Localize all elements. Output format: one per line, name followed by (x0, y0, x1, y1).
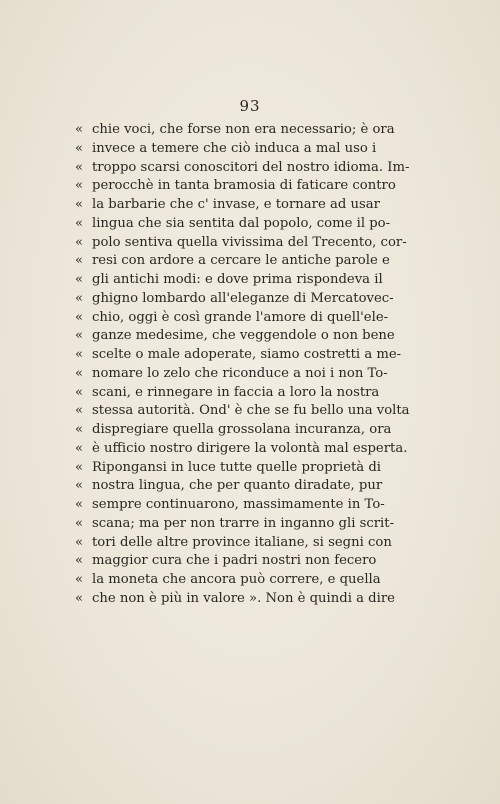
text-line (75, 177, 396, 196)
guillemet-mark: « (75, 309, 84, 325)
guillemet-mark: « (75, 590, 84, 606)
guillemet-mark: « (75, 497, 84, 512)
line-text: scana; ma per non trarre in inganno gli scrit- (92, 515, 395, 531)
line-text: ghigno lombardo all'eleganze di Mercatovec- (92, 290, 394, 306)
text-line (75, 477, 383, 496)
guillemet-mark: « (75, 122, 84, 137)
text-line (75, 421, 392, 440)
guillemet-mark: « (75, 290, 84, 306)
text-line (75, 552, 375, 571)
text-line (75, 159, 410, 178)
line-text: nostra lingua, che per quanto diradate, pur (92, 478, 383, 494)
text-line (75, 327, 395, 346)
text-line (75, 496, 385, 515)
line-text: la moneta che ancora può correre, e quella (92, 572, 381, 587)
text-line (75, 384, 380, 403)
text-line (75, 271, 383, 290)
line-text: resi con ardore a cercare le antiche parole e (92, 253, 390, 269)
line-text: dispregiare quella grossolana incuranza, ora (92, 422, 392, 437)
line-text: invece a temere che ciò induca a mal uso i (92, 140, 377, 156)
guillemet-mark: « (75, 347, 84, 362)
line-text: è ufficio nostro dirigere la volontà mal esperta. (92, 440, 408, 456)
line-text: lingua che sia sentita dal popolo, come il po- (92, 215, 391, 231)
line-text: gli antichi modi: e dove prima rispondeva il (92, 272, 383, 287)
line-text: tori delle altre province italiane, si segni con (92, 534, 392, 550)
guillemet-mark: « (75, 140, 84, 156)
guillemet-mark: « (75, 478, 84, 494)
text-line (75, 459, 382, 478)
line-text: stessa autorità. Ond' è che se fu bello una volta (92, 403, 410, 419)
guillemet-mark: « (75, 553, 84, 569)
line-text: troppo scarsi conoscitori del nostro idioma. Im- (92, 159, 410, 175)
text-line (75, 215, 391, 234)
guillemet-mark: « (75, 365, 84, 381)
guillemet-mark: « (75, 440, 84, 456)
text-line (75, 440, 408, 459)
text-line (75, 571, 381, 590)
line-text: chio, oggi è così grande l'amore di quell'ele- (92, 309, 389, 325)
guillemet-mark: « (75, 328, 84, 344)
line-text: sempre continuarono, massimamente in To- (92, 497, 385, 512)
page-number: 93 (239, 97, 261, 115)
line-text: chie voci, che forse non era necessario; è ora (92, 122, 395, 137)
guillemet-mark: « (75, 159, 84, 175)
text-line (75, 121, 395, 140)
text-line (75, 290, 394, 309)
body-text (75, 121, 410, 609)
line-text: che non è più in valore ». Non è quindi a dire (92, 590, 395, 606)
guillemet-mark: « (75, 253, 84, 269)
guillemet-mark: « (75, 234, 84, 250)
guillemet-mark: « (75, 515, 84, 531)
text-line (75, 140, 375, 159)
guillemet-mark: « (75, 197, 84, 212)
text-line (75, 196, 380, 215)
guillemet-mark: « (75, 178, 84, 194)
text-line (75, 534, 392, 553)
guillemet-mark: « (75, 422, 84, 437)
text-line (75, 365, 388, 384)
line-text: scani, e rinnegare in faccia a loro la nostra (92, 384, 380, 400)
text-line (75, 346, 402, 365)
guillemet-mark: « (75, 403, 84, 419)
guillemet-mark: « (75, 384, 84, 400)
text-line (75, 309, 389, 328)
guillemet-mark: « (75, 215, 84, 231)
text-line (75, 234, 407, 253)
text-line (75, 590, 395, 609)
line-text: Ripongansi in luce tutte quelle proprietà di (92, 459, 382, 475)
line-text: ganze medesime, che veggendole o non bene (92, 328, 395, 344)
guillemet-mark: « (75, 272, 84, 287)
guillemet-mark: « (75, 459, 84, 475)
line-text: polo sentiva quella vivissima del Trecento, cor- (92, 234, 407, 250)
line-text: perocchè in tanta bramosia di faticare contro (92, 178, 396, 194)
line-text: la barbarie che c' invase, e tornare ad usar (92, 197, 380, 212)
guillemet-mark: « (75, 534, 84, 550)
line-text: scelte o male adoperate, siamo costretti a me- (92, 347, 402, 362)
text-line (75, 515, 395, 534)
line-text: nomare lo zelo che riconduce a noi i non To- (92, 365, 388, 381)
text-line (75, 402, 410, 421)
text-line (75, 252, 390, 271)
guillemet-mark: « (75, 572, 84, 587)
line-text: maggior cura che i padri nostri non fecero (92, 553, 377, 569)
